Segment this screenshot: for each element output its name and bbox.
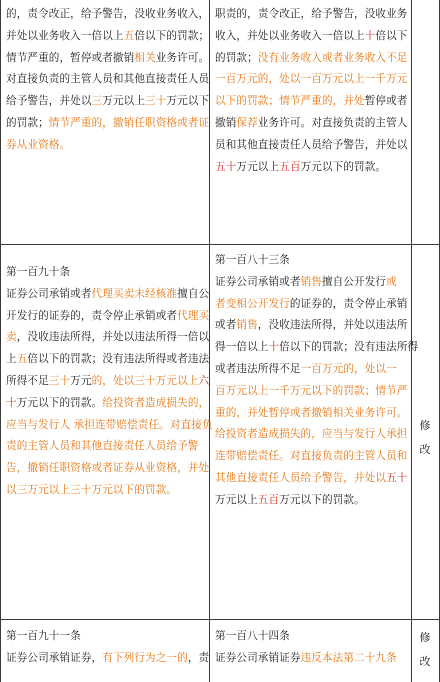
highlighted-text: 重的，并处暂停或者撤销相关业务许可。 (215, 406, 408, 419)
text-segment: 开发行的证券的，责令停止承销或者 (6, 309, 178, 322)
highlighted-text: 一百万元的，处以一 (300, 362, 397, 375)
text-line (6, 458, 210, 480)
text-line (215, 403, 409, 425)
old-law-article-190 (6, 262, 213, 502)
text-line (6, 4, 210, 26)
highlighted-text: 情节严重的，撤销任职资格或者证 (48, 116, 210, 129)
article-heading: 第一百九十一条 (6, 630, 81, 642)
table-border-left (0, 0, 1, 682)
text-line (215, 446, 409, 468)
highlighted-text: 一百万元的，处以一百万元以上一千万元 (215, 73, 408, 86)
text-line (215, 91, 409, 113)
highlighted-text: 券从业资格。 (6, 138, 71, 151)
highlighted-text: 有下列行为之一的 (102, 651, 188, 664)
highlighted-text: 卖 (6, 331, 17, 344)
text-segment: 万元以下的罚款。 (16, 396, 103, 409)
text-segment: 业务许可。对直接负责的主管人 (257, 116, 408, 129)
text-line (215, 272, 409, 294)
text-segment: 证券公司承销或者 (215, 275, 301, 288)
highlighted-text: 三 (91, 95, 103, 108)
text-segment: 证券公司承销证券， (6, 651, 103, 664)
text-line (6, 436, 206, 458)
article-body (215, 648, 409, 670)
text-segment: 的，责令改正，给予警告，没收业务收入， (6, 8, 210, 20)
highlighted-text: 五百 (279, 160, 301, 173)
highlighted-text: 十 (6, 396, 17, 409)
old-law-article-191 (6, 626, 210, 670)
highlighted-text: 代理买卖未经核准 (91, 287, 178, 300)
text-segment: ，责 (187, 651, 210, 664)
article-body (6, 648, 210, 670)
highlighted-text: 给投资者造成损失的，应当与发行人承担 (215, 428, 408, 441)
highlighted-text: 五 (16, 353, 28, 366)
old-law-text-top (6, 4, 210, 157)
text-line (6, 480, 206, 502)
text-segment: 并处以业务收入一倍以上 (6, 29, 124, 42)
highlighted-text: 五百 (257, 493, 280, 506)
change-type-text: 修 改 (419, 419, 431, 456)
text-line (6, 91, 210, 113)
text-segment: 证券公司承销或者 (6, 287, 92, 300)
text-segment: 或者 (215, 319, 237, 332)
article-body (215, 272, 419, 512)
text-line (6, 415, 213, 437)
highlighted-text: 情节严重的，并处 (279, 95, 365, 108)
text-line (215, 337, 419, 359)
text-segment: 的证券的，责令停止承销 (289, 297, 408, 310)
text-line (215, 135, 409, 157)
text-line (215, 490, 409, 512)
text-segment: 万元以下的罚款。 (279, 493, 365, 506)
text-line (6, 306, 210, 328)
text-line (215, 294, 409, 316)
text-line (215, 113, 409, 135)
highlighted-text: 以下的罚款； (215, 95, 280, 108)
text-segment: 万元 (70, 374, 92, 387)
text-segment: 对直接负责的主管人员和其他直接责任人员 (6, 73, 210, 86)
new-law-text-top (215, 4, 409, 178)
highlighted-text: 者变相公开发行 (215, 297, 290, 310)
highlighted-text: 的，处以三十万元以上 (91, 374, 199, 387)
change-type-label (413, 626, 437, 674)
text-segment: 上 (6, 353, 17, 366)
change-type-label (413, 414, 437, 462)
text-segment: ，没收违法所得，并处以违法所 (257, 319, 408, 332)
highlighted-text: 连带赔偿责任。 (215, 450, 290, 463)
highlighted-text: 告，撤销任职资格或者证券从业资格，并处 (6, 462, 210, 475)
text-line (6, 69, 210, 91)
text-segment: 撤销 (215, 116, 237, 129)
highlighted-text: 应当与发行人 承担连带赔偿责任。 (6, 418, 170, 431)
text-segment: 的罚款； (215, 51, 258, 64)
article-heading: 第一百八十三条 (215, 254, 290, 266)
text-line (215, 468, 409, 490)
highlighted-text: 百万元以上一千万元以下的罚款； (215, 384, 376, 397)
highlighted-text: 五十 (386, 471, 408, 484)
highlighted-text: 六 (198, 374, 210, 387)
highlighted-text: 没有业务收入或者业务收入不足 (257, 51, 408, 64)
highlighted-text: 销售 (236, 319, 258, 332)
new-law-article-184 (215, 626, 409, 670)
text-line (215, 48, 409, 70)
text-line (6, 349, 210, 371)
text-line (6, 26, 210, 48)
highlighted-text: 三十 (145, 95, 167, 108)
text-segment: 得一倍以上 (215, 341, 269, 354)
text-segment: 万元以下 (166, 95, 210, 108)
text-segment: 给予警告，并处以 (6, 95, 92, 108)
text-segment: ，没收违法所得，并处以违法所得一倍以 (16, 331, 210, 344)
text-segment: 收入，并处以业务收入一倍以上 (215, 29, 365, 42)
text-segment: 的罚款； (6, 116, 49, 129)
highlighted-text: 给投资者造成损失的， (102, 396, 210, 409)
text-segment: 万元以上 (215, 493, 258, 506)
text-segment: 业务许可。 (155, 51, 210, 64)
highlighted-text: 或 (386, 275, 397, 288)
highlighted-text: 对直接负 (169, 418, 213, 431)
text-line (215, 424, 409, 446)
text-segment: 所得不足 (6, 374, 49, 387)
change-type-text: 修 改 (419, 631, 431, 668)
highlighted-text: 代理买 (177, 309, 210, 322)
text-line (6, 393, 210, 415)
text-segment: 倍以下的罚款；没有违法所得或者违法 (27, 353, 210, 366)
text-segment: 暂停或者 (364, 95, 408, 108)
text-line (215, 359, 409, 381)
text-line (6, 284, 210, 306)
text-segment: 擅自公开发行 (321, 275, 387, 288)
text-segment: 万元以上 (102, 95, 146, 108)
highlighted-text: 十 (364, 29, 376, 42)
text-line (215, 4, 409, 26)
highlighted-text: 责的主管人员和其他直接责任人员给予警 (6, 440, 199, 453)
text-segment: 倍以下 (375, 29, 408, 42)
text-line (6, 648, 210, 670)
text-line (215, 26, 409, 48)
text-line (215, 648, 409, 670)
highlighted-text: 其他直接责任人员给予警告，并处以 (215, 471, 387, 484)
highlighted-text: 违反本法第二十九条 (300, 651, 397, 664)
text-line (215, 315, 409, 337)
highlighted-text: 五十 (215, 160, 237, 173)
row-divider-1 (0, 244, 440, 245)
highlighted-text: 相关 (134, 51, 156, 64)
text-line (215, 157, 409, 179)
text-line (215, 69, 409, 91)
article-heading: 第一百八十四条 (215, 630, 290, 642)
text-segment: 万元以下的罚款。 (300, 160, 387, 173)
text-segment: 万元以上 (236, 160, 280, 173)
text-segment: 倍以下的罚款； (134, 29, 210, 42)
text-segment: 倍以下的罚款；没有违法所得 (279, 341, 419, 354)
highlighted-text: 十 (268, 341, 280, 354)
highlighted-text: 保荐 (236, 116, 258, 129)
highlighted-text: 以三万元以上三十万元以下的罚款。 (6, 483, 178, 496)
text-line (6, 48, 210, 70)
text-line (6, 327, 210, 349)
text-segment: 擅自公 (177, 287, 210, 300)
text-segment: 职责的，责令改正，给予警告，没收业务 (215, 8, 408, 20)
highlighted-text: 五 (123, 29, 135, 42)
text-segment: 员和其他直接责任人员给予警告，并处以 (215, 138, 408, 151)
highlighted-text: 销售 (300, 275, 322, 288)
text-line (215, 381, 409, 403)
text-segment: 或者违法所得不足 (215, 362, 301, 375)
highlighted-text: 对直接负责的主管人员和 (289, 450, 408, 463)
text-segment: 情节严重的，暂停或者撤销 (6, 51, 135, 64)
article-body (6, 284, 213, 502)
highlighted-text: 三十 (48, 374, 71, 387)
article-heading: 第一百九十条 (6, 266, 71, 278)
text-line (6, 113, 210, 135)
row-divider-2 (0, 619, 440, 620)
text-line (6, 135, 206, 157)
text-segment: 证券公司承销证券 (215, 651, 301, 664)
text-line (6, 371, 210, 393)
new-law-article-183 (215, 250, 419, 512)
highlighted-text: 情节严 (375, 384, 408, 397)
